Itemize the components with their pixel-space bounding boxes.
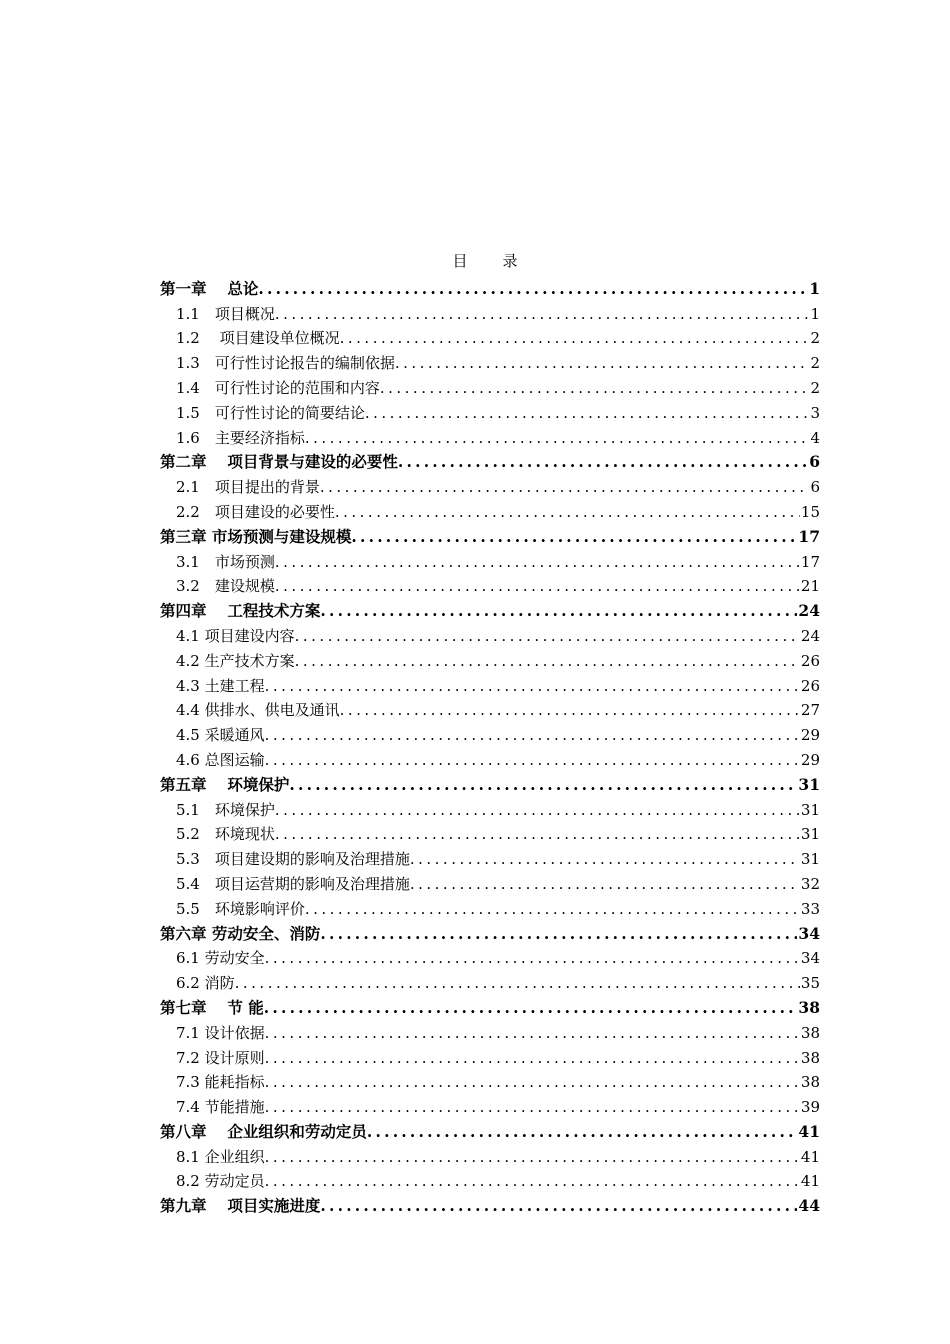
toc-section-entry[interactable]: [160, 325, 820, 350]
toc-page-number: 38: [800, 1073, 820, 1092]
dot-leader: [275, 577, 800, 597]
dot-leader: [265, 1148, 800, 1168]
toc-section-entry[interactable]: [160, 399, 820, 424]
dot-leader: [235, 974, 800, 994]
toc-page-number: 31: [798, 774, 820, 794]
dot-leader: [380, 379, 810, 399]
dot-leader: [275, 305, 810, 325]
dot-leader: [275, 825, 800, 845]
toc-section-entry[interactable]: [160, 622, 820, 647]
toc-section-entry[interactable]: [160, 473, 820, 498]
dot-leader: [365, 404, 810, 424]
dot-leader: [265, 1073, 800, 1093]
toc-entry-label: 第九章 项目实施进度: [160, 1196, 321, 1216]
toc-page-number: 24: [798, 601, 820, 621]
dot-leader: [367, 1123, 798, 1143]
dot-leader: [258, 280, 808, 300]
toc-page-number: 27: [800, 701, 820, 720]
toc-entry-label: 5.3 项目建设期的影响及治理措施: [176, 850, 410, 869]
toc-entry-label: 第六章 劳动安全、消防: [160, 923, 321, 943]
toc-section-entry[interactable]: [160, 895, 820, 920]
toc-page-number: 4: [810, 428, 820, 447]
toc-section-entry[interactable]: [160, 1168, 820, 1193]
toc-page-number: 21: [800, 577, 820, 596]
toc-section-entry[interactable]: [160, 498, 820, 523]
toc-page-number: 26: [800, 651, 820, 670]
toc-entry-label: 7.1 设计依据: [176, 1023, 265, 1042]
toc-page-number: 29: [800, 726, 820, 745]
dot-leader: [265, 751, 800, 771]
toc-page-number: 39: [800, 1098, 820, 1117]
toc-entry-label: 2.2 项目建设的必要性: [176, 502, 335, 521]
dot-leader: [340, 701, 800, 721]
toc-page-number: 32: [800, 874, 820, 893]
toc-entry-label: 第三章 市场预测与建设规模: [160, 526, 352, 546]
toc-page-number: 24: [800, 626, 820, 645]
toc-page-number: 41: [800, 1172, 820, 1191]
dot-leader: [398, 453, 808, 473]
toc-section-entry[interactable]: [160, 1069, 820, 1094]
dot-leader: [265, 949, 800, 969]
dot-leader: [265, 726, 800, 746]
toc-entry-label: 第二章 项目背景与建设的必要性: [160, 452, 398, 472]
dot-leader: [320, 1197, 797, 1217]
toc-entry-label: 3.2 建设规模: [176, 577, 275, 596]
toc-entry-label: 8.1 企业组织: [176, 1147, 265, 1166]
dot-leader: [275, 801, 800, 821]
toc-page-number: 38: [800, 1048, 820, 1067]
toc-entry-label: 6.1 劳动安全: [176, 949, 265, 968]
toc-page-number: 6: [810, 478, 820, 497]
toc-chapter-entry[interactable]: [160, 771, 820, 796]
toc-entry-label: 7.2 设计原则: [176, 1048, 265, 1067]
dot-leader: [265, 1049, 800, 1069]
toc-entry-label: 1.6 主要经济指标: [176, 428, 305, 447]
dot-leader: [410, 850, 800, 870]
dot-leader: [340, 329, 810, 349]
dot-leader: [305, 900, 800, 920]
toc-chapter-entry[interactable]: [160, 1118, 820, 1143]
toc-page-number: 31: [800, 850, 820, 869]
toc-entry-label: 第五章 环境保护: [160, 774, 290, 794]
toc-page-number: 3: [810, 403, 820, 422]
dot-leader: [295, 652, 800, 672]
dot-leader: [320, 925, 797, 945]
toc-entry-label: 3.1 市场预测: [176, 552, 275, 571]
toc-page-number: 2: [810, 354, 820, 373]
toc-page-number: 38: [800, 1023, 820, 1042]
dot-leader: [264, 999, 798, 1019]
toc-entry-label: 4.1 项目建设内容: [176, 626, 295, 645]
dot-leader: [351, 528, 797, 548]
toc-section-entry[interactable]: [160, 796, 820, 821]
toc-section-entry[interactable]: [160, 424, 820, 449]
toc-section-entry[interactable]: [160, 349, 820, 374]
toc-page-number: 38: [798, 997, 820, 1017]
dot-leader: [265, 1098, 800, 1118]
dot-leader: [320, 602, 797, 622]
table-of-contents: [160, 275, 820, 1217]
dot-leader: [335, 503, 800, 523]
toc-section-entry[interactable]: [160, 969, 820, 994]
toc-page-number: 1: [809, 278, 820, 298]
toc-entry-label: 4.6 总图运输: [176, 750, 265, 769]
toc-page-number: 34: [798, 923, 820, 943]
dot-leader: [320, 478, 810, 498]
toc-entry-label: 6.2 消防: [176, 974, 235, 993]
toc-entry-label: 4.3 土建工程: [176, 676, 265, 695]
toc-section-entry[interactable]: [160, 1044, 820, 1069]
toc-chapter-entry[interactable]: [160, 1192, 820, 1217]
toc-section-entry[interactable]: [160, 647, 820, 672]
toc-entry-label: 第四章 工程技术方案: [160, 601, 321, 621]
toc-entry-label: 第八章 企业组织和劳动定员: [160, 1121, 367, 1141]
toc-page-number: 1: [810, 304, 820, 323]
toc-page-number: 44: [798, 1196, 820, 1216]
dot-leader: [275, 553, 800, 573]
toc-section-entry[interactable]: [160, 374, 820, 399]
toc-section-entry[interactable]: [160, 721, 820, 746]
toc-page-number: 33: [800, 899, 820, 918]
dot-leader: [265, 677, 800, 697]
toc-page-number: 41: [800, 1147, 820, 1166]
toc-page-number: 2: [810, 378, 820, 397]
dot-leader: [265, 1024, 800, 1044]
toc-entry-label: 2.1 项目提出的背景: [176, 478, 320, 497]
toc-entry-label: 5.5 环境影响评价: [176, 899, 305, 918]
toc-entry-label: 第七章 节 能: [160, 997, 264, 1017]
dot-leader: [410, 875, 800, 895]
toc-entry-label: 7.3 能耗指标: [176, 1073, 265, 1092]
toc-section-entry[interactable]: [160, 697, 820, 722]
toc-section-entry[interactable]: [160, 548, 820, 573]
toc-chapter-entry[interactable]: [160, 523, 820, 548]
toc-page-number: 15: [800, 502, 820, 521]
toc-page-number: 35: [800, 974, 820, 993]
dot-leader: [305, 429, 810, 449]
toc-entry-label: 4.4 供排水、供电及通讯: [176, 701, 340, 720]
toc-section-entry[interactable]: [160, 1019, 820, 1044]
dot-leader: [289, 776, 797, 796]
toc-page-number: 31: [800, 825, 820, 844]
toc-chapter-entry[interactable]: [160, 994, 820, 1019]
toc-entry-label: 1.3 可行性讨论报告的编制依据: [176, 354, 395, 373]
dot-leader: [265, 1172, 800, 1192]
toc-entry-label: 1.1 项目概况: [176, 304, 275, 323]
toc-entry-label: 7.4 节能措施: [176, 1098, 265, 1117]
toc-section-entry[interactable]: [160, 1143, 820, 1168]
dot-leader: [295, 627, 800, 647]
toc-entry-label: 1.4 可行性讨论的范围和内容: [176, 378, 380, 397]
toc-section-entry[interactable]: [160, 300, 820, 325]
toc-entry-label: 1.2 项目建设单位概况: [176, 329, 340, 348]
toc-section-entry[interactable]: [160, 870, 820, 895]
toc-section-entry[interactable]: [160, 672, 820, 697]
toc-entry-label: 4.2 生产技术方案: [176, 651, 295, 670]
toc-page-number: 41: [798, 1121, 820, 1141]
toc-page-number: 26: [800, 676, 820, 695]
toc-entry-label: 5.2 环境现状: [176, 825, 275, 844]
toc-entry-label: 5.1 环境保护: [176, 800, 275, 819]
dot-leader: [395, 354, 810, 374]
toc-section-entry[interactable]: [160, 746, 820, 771]
toc-section-entry[interactable]: [160, 573, 820, 598]
toc-page-number: 31: [800, 800, 820, 819]
toc-section-entry[interactable]: [160, 945, 820, 970]
toc-chapter-entry[interactable]: [160, 449, 820, 474]
toc-page-number: 6: [809, 452, 820, 472]
toc-entry-label: 4.5 采暖通风: [176, 726, 265, 745]
toc-entry-label: 8.2 劳动定员: [176, 1172, 265, 1191]
toc-section-entry[interactable]: [160, 845, 820, 870]
toc-page-number: 29: [800, 750, 820, 769]
toc-title: 目 录: [452, 252, 528, 270]
toc-page-number: 17: [798, 526, 820, 546]
toc-entry-label: 1.5 可行性讨论的简要结论: [176, 403, 365, 422]
toc-entry-label: 5.4 项目运营期的影响及治理措施: [176, 874, 410, 893]
toc-chapter-entry[interactable]: [160, 920, 820, 945]
toc-chapter-entry[interactable]: [160, 275, 820, 300]
toc-chapter-entry[interactable]: [160, 597, 820, 622]
toc-page-number: 17: [800, 552, 820, 571]
toc-entry-label: 第一章 总论: [160, 278, 259, 298]
toc-page-number: 2: [810, 329, 820, 348]
toc-page-number: 34: [800, 949, 820, 968]
toc-section-entry[interactable]: [160, 1093, 820, 1118]
toc-section-entry[interactable]: [160, 821, 820, 846]
